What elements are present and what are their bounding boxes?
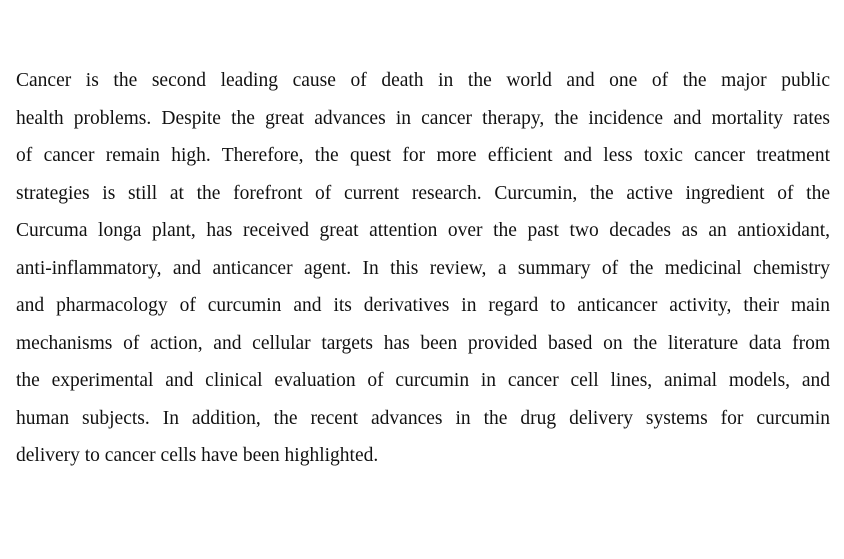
abstract-line-1: Cancer is the second leading cause of death in the world and one of the major public (16, 70, 830, 91)
abstract-line-9: the experimental and clinical evaluation of curcumin in cancer cell lines, animal models, and (16, 370, 830, 391)
abstract-line-7: and pharmacology of curcumin and its derivatives in regard to anticancer activity, their main (16, 295, 830, 316)
abstract-paragraph (16, 62, 830, 475)
abstract-line-2: health problems. Despite the great advances in cancer therapy, the incidence and mortality rates (16, 107, 830, 129)
abstract-line-6: anti-inflammatory, and anticancer agent. In this review, a summary of the medicinal chemistry (16, 257, 830, 279)
abstract-line-11: delivery to cancer cells have been highlighted. (16, 445, 379, 466)
abstract-line-4: strategies is still at the forefront of current research. Curcumin, the active ingredient of the (16, 182, 830, 204)
abstract-line-3: of cancer remain high. Therefore, the quest for more efficient and less toxic cancer treatment (16, 145, 830, 166)
abstract-line-10: human subjects. In addition, the recent advances in the drug delivery systems for curcumin (16, 407, 830, 429)
abstract-line-5: Curcuma longa plant, has received great attention over the past two decades as an antioxidant, (16, 220, 830, 241)
abstract-line-8: mechanisms of action, and cellular targets has been provided based on the literature data from (16, 332, 830, 354)
